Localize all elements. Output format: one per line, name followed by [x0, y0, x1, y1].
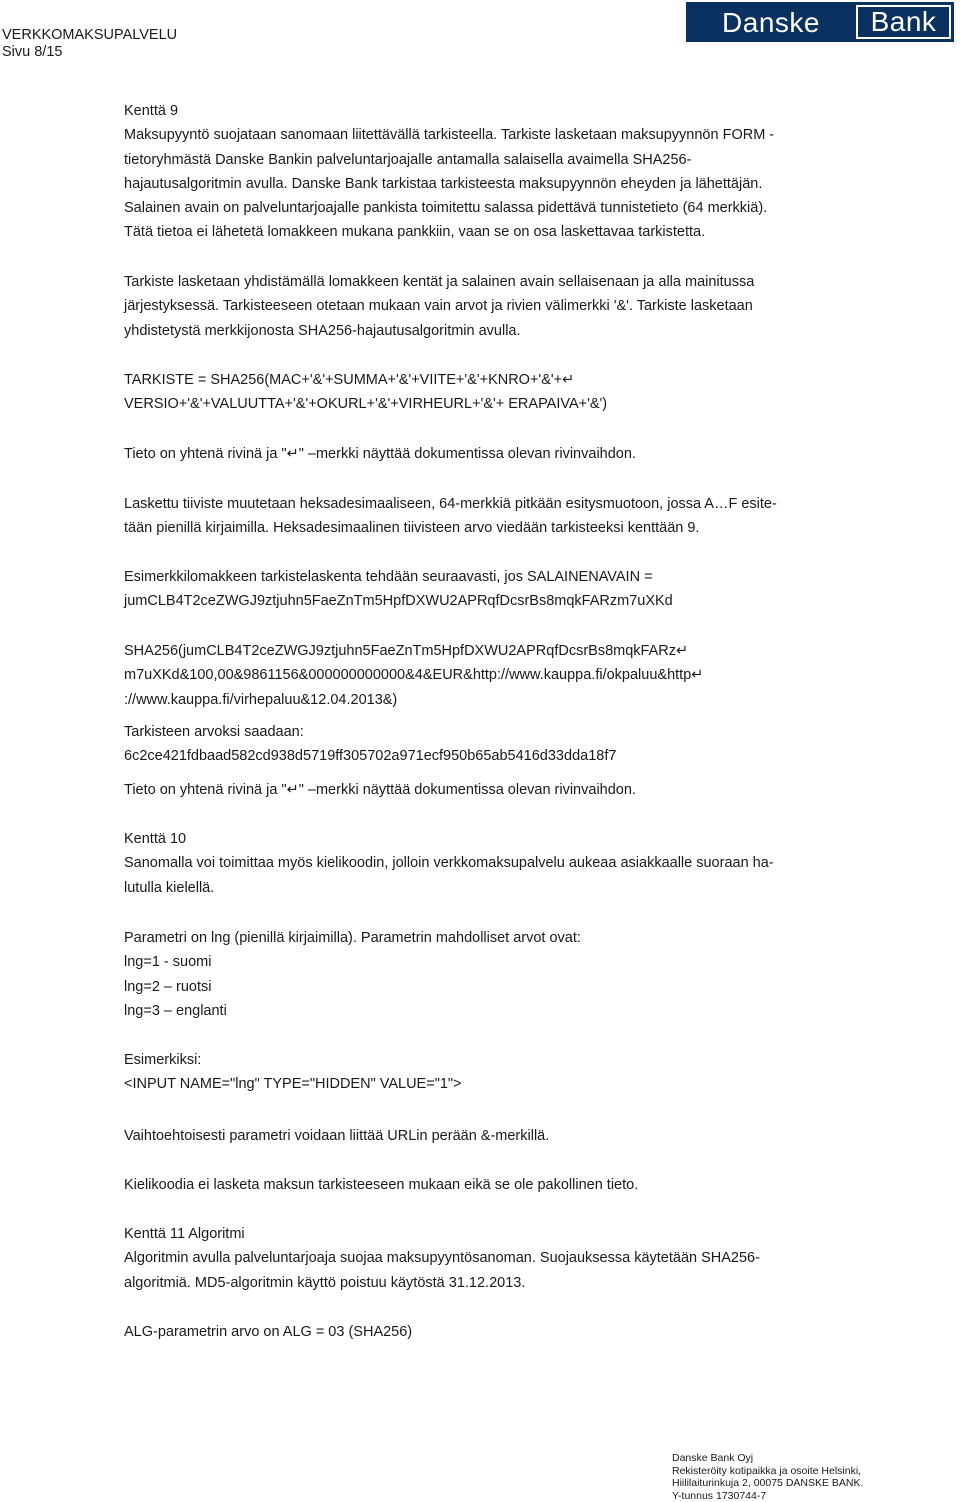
kentta9-line: Salainen avain on palveluntarjoajalle pankista toimitettu salassa pidettävä tunnistetieto (64 merkkiä).	[124, 200, 768, 217]
footer-business-id: Y-tunnus 1730744-7	[672, 1489, 767, 1502]
kentta9-section	[124, 99, 960, 245]
note-line: Tieto on yhtenä rivinä ja "↵" –merkki näyttää dokumentissa olevan rivinvaihdon.	[124, 782, 636, 798]
kentta11-line: Algoritmin avulla palveluntarjoaja suojaa maksupyyntösanoman. Suojauksessa käytetään SHA256-	[124, 1250, 760, 1267]
alg-parameter	[124, 1320, 960, 1344]
paragraph-line: yhdistetystä merkkijonosta SHA256-hajautusalgoritmin avulla.	[124, 322, 521, 339]
secret-key-value: jumCLB4T2ceZWGJ9ztjuhn5FaeZnTm5HpfDXWU2APRqfDcsrBs8mqkFARzm7uXKd	[124, 593, 673, 610]
footer-address-2: Hiililaiturinkuja 2, 00075 DANSKE BANK.	[672, 1477, 864, 1489]
note-line: Tieto on yhtenä rivinä ja "↵" –merkki näyttää dokumentissa olevan rivinvaihdon.	[124, 446, 636, 462]
page-header	[2, 27, 177, 61]
line-break-note	[124, 442, 960, 466]
kentta9-line: hajautusalgoritmin avulla. Danske Bank tarkistaa tarkisteesta maksupyynnön eheyden ja lähettäjän.	[124, 175, 763, 192]
sha-line: SHA256(jumCLB4T2ceZWGJ9ztjuhn5FaeZnTm5HpfDXWU2APRqfDcsrBs8mqkFARz↵	[124, 643, 689, 659]
footer-address-1: Rekisteröity kotipaikka ja osoite Helsinki,	[672, 1464, 862, 1477]
logo-danske-text: Danske	[722, 7, 820, 38]
result-hash: 6c2ce421fdbaad582cd938d5719ff305702a971ecf950b65ab5416d33dda18f7	[124, 748, 617, 765]
logo-bank-text: Bank	[856, 5, 951, 39]
paragraph-line: Kielikoodia ei lasketa maksun tarkisteeseen mukaan eikä se ole pakollinen tieto.	[124, 1177, 639, 1193]
formula-line: TARKISTE = SHA256(MAC+'&'+SUMMA+'&'+VIITE+'&'+KNRO+'&'+↵	[124, 372, 575, 388]
danske-bank-logo	[686, 2, 954, 42]
sha-line: ://www.kauppa.fi/virhepaluu&12.04.2013&)	[124, 691, 398, 708]
kentta10-section	[124, 827, 960, 900]
sha-line: m7uXKd&100,00&9861156&000000000000&4&EUR&http://www.kauppa.fi/okpaluu&http↵	[124, 667, 704, 684]
paragraph-line: Esimerkkilomakkeen tarkistelaskenta tehdään seuraavasti, jos SALAINENAVAIN =	[124, 569, 653, 585]
page-footer	[672, 1452, 863, 1502]
tarkiste-formula	[124, 368, 960, 417]
lng-parameters	[124, 926, 960, 1023]
lng-note	[124, 1173, 960, 1197]
kentta9-line: Tätä tietoa ei lähetetä lomakkeen mukana pankkiin, vaan se on osa laskettavaa tarkistetta.	[124, 224, 706, 241]
example-label: Esimerkiksi:	[124, 1052, 202, 1068]
kentta9-heading: Kenttä 9	[124, 103, 179, 119]
example-intro	[124, 565, 960, 614]
lng-alternative	[124, 1124, 960, 1148]
parameter-line: Parametri on lng (pienillä kirjaimilla). Parametrin mahdolliset arvot ovat:	[124, 930, 581, 946]
kentta9-line: Maksupyyntö suojataan sanomaan liitettävällä tarkisteella. Tarkiste lasketaan maksupyynnön FORM -	[124, 127, 775, 144]
kentta10-line: lutulla kielellä.	[124, 879, 215, 896]
line-break-note-2	[124, 778, 960, 802]
kentta11-heading: Kenttä 11 Algoritmi	[124, 1226, 245, 1242]
kentta11-line: algoritmiä. MD5-algoritmin käyttö poistuu käytöstä 31.12.2013.	[124, 1274, 526, 1291]
kentta9-paragraph-3	[124, 492, 960, 541]
parameter-line: lng=3 – englanti	[124, 1002, 227, 1019]
kentta9-line: tietoryhmästä Danske Bankin palveluntarjoajalle antamalla salaisella avaimella SHA256-	[124, 151, 692, 168]
sha-example	[124, 639, 960, 712]
service-name: VERKKOMAKSUPALVELU	[2, 27, 178, 43]
footer-company: Danske Bank Oyj	[672, 1452, 754, 1464]
paragraph-line: ALG-parametrin arvo on ALG = 03 (SHA256)	[124, 1324, 413, 1340]
paragraph-line: Vaihtoehtoisesti parametri voidaan liittää URLin perään &-merkillä.	[124, 1128, 550, 1144]
kentta10-heading: Kenttä 10	[124, 831, 187, 847]
parameter-line: lng=2 – ruotsi	[124, 978, 212, 995]
parameter-line: lng=1 - suomi	[124, 954, 212, 971]
paragraph-line: Tarkiste lasketaan yhdistämällä lomakkeen kentät ja salainen avain sellaisenaan ja alla mainitussa	[124, 274, 755, 290]
lng-example	[124, 1048, 960, 1097]
kentta10-line: Sanomalla voi toimittaa myös kielikoodin, jolloin verkkomaksupalvelu aukeaa asiakkaalle suoraan ha-	[124, 855, 774, 872]
tarkiste-result	[124, 720, 960, 769]
paragraph-line: Laskettu tiiviste muutetaan heksadesimaaliseen, 64-merkkiä pitkään esitysmuotoon, jossa A…F esite-	[124, 496, 777, 512]
formula-line: VERSIO+'&'+VALUUTTA+'&'+OKURL+'&'+VIRHEURL+'&'+ ERAPAIVA+'&')	[124, 396, 608, 413]
result-label: Tarkisteen arvoksi saadaan:	[124, 724, 304, 740]
kentta9-paragraph-2	[124, 270, 960, 343]
page-number: Sivu 8/15	[2, 44, 63, 60]
paragraph-line: tään pienillä kirjaimilla. Heksadesimaalinen tiivisteen arvo viedään tarkisteeksi kenttään 9.	[124, 520, 700, 537]
example-code: <INPUT NAME="lng" TYPE="HIDDEN" VALUE="1">	[124, 1076, 462, 1093]
paragraph-line: järjestyksessä. Tarkisteeseen otetaan mukaan vain arvot ja rivien välimerkki '&'. Tarkiste lasketaan	[124, 298, 753, 315]
kentta11-section	[124, 1222, 960, 1295]
